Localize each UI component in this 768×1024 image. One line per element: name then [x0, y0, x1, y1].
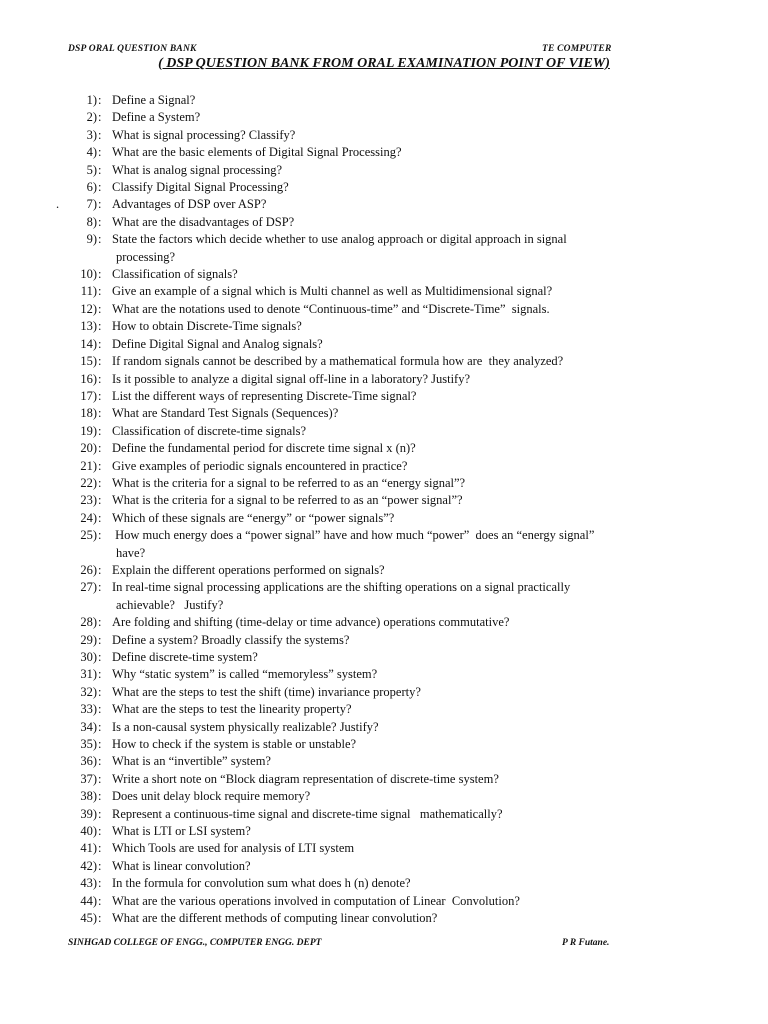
- question-text: In the formula for convolution sum what does h (n) denote?: [112, 876, 411, 891]
- question-separator: :: [98, 719, 102, 734]
- question-text: Give examples of periodic signals encountered in practice?: [112, 458, 408, 473]
- question-text-continued: processing?: [116, 249, 176, 264]
- question-separator: :: [98, 876, 102, 891]
- question-text: State the factors which decide whether to use analog approach or digital approach in signal: [112, 232, 567, 247]
- question-text: What are the various operations involved in computation of Linear Convolution?: [112, 893, 520, 908]
- question-separator: :: [98, 528, 102, 543]
- question-text: How to check if the system is stable or unstable?: [112, 737, 357, 752]
- question-separator: :: [98, 911, 102, 926]
- question-item: [0, 858, 768, 875]
- question-separator: :: [98, 789, 102, 804]
- question-text: Is a non-causal system physically realizable? Justify?: [112, 719, 379, 734]
- header-left: DSP ORAL QUESTION BANK: [68, 44, 197, 54]
- question-number: 35): [80, 737, 97, 752]
- question-text: What are Standard Test Signals (Sequences)?: [112, 406, 339, 421]
- question-item: [0, 823, 768, 840]
- question-item: [0, 440, 768, 457]
- question-number: 36): [80, 754, 97, 769]
- question-text: In real-time signal processing applications are the shifting operations on a signal practically: [112, 580, 571, 595]
- question-number: 1): [86, 93, 97, 107]
- question-separator: :: [98, 406, 102, 421]
- question-item: [0, 318, 768, 335]
- question-separator: :: [98, 754, 102, 769]
- question-item: [0, 719, 768, 736]
- question-number: 15): [80, 354, 97, 369]
- question-separator: :: [98, 615, 102, 630]
- question-number: 34): [80, 719, 97, 734]
- question-number: 20): [80, 441, 97, 456]
- question-separator: :: [98, 841, 102, 856]
- question-number: 23): [80, 493, 97, 508]
- question-separator: :: [98, 580, 102, 595]
- question-separator: :: [98, 197, 102, 212]
- question-separator: :: [98, 180, 102, 195]
- question-number: 7): [86, 197, 97, 212]
- question-text: If random signals cannot be described by a mathematical formula how are they analyzed?: [112, 354, 564, 369]
- question-separator: :: [98, 423, 102, 438]
- question-text: What are the disadvantages of DSP?: [112, 214, 295, 229]
- footer-right: P R Futane.: [562, 938, 610, 948]
- question-number: 30): [80, 650, 97, 664]
- question-item: [0, 753, 768, 770]
- question-text: Is it possible to analyze a digital signal off-line in a laboratory? Justify?: [112, 371, 471, 386]
- question-separator: :: [98, 319, 102, 334]
- question-separator: :: [98, 232, 102, 247]
- question-number: 14): [80, 336, 97, 351]
- question-text: Classify Digital Signal Processing?: [112, 180, 289, 195]
- question-item: [0, 388, 768, 405]
- question-text: What is the criteria for a signal to be referred to as an “energy signal”?: [112, 475, 466, 490]
- question-number: 17): [80, 388, 97, 403]
- question-number: 43): [80, 876, 97, 891]
- question-separator: :: [98, 510, 102, 525]
- question-text-continued: have?: [116, 545, 146, 560]
- question-number: 33): [80, 702, 97, 717]
- question-number: 19): [80, 423, 97, 438]
- question-item: [0, 92, 768, 109]
- question-item: [0, 893, 768, 910]
- question-separator: :: [98, 267, 102, 282]
- question-separator: :: [98, 493, 102, 508]
- question-number: 26): [80, 562, 97, 577]
- question-number: 18): [80, 406, 97, 421]
- question-number: 39): [80, 806, 97, 821]
- question-text: Which of these signals are “energy” or “power signals”?: [112, 510, 395, 525]
- question-number: 44): [80, 893, 97, 908]
- question-number: 21): [80, 458, 97, 473]
- question-item: [0, 283, 768, 300]
- question-text: Define a Signal?: [112, 93, 196, 107]
- question-text: List the different ways of representing Discrete-Time signal?: [112, 388, 417, 403]
- question-number: 2): [86, 110, 97, 125]
- question-item: [0, 196, 768, 213]
- question-separator: :: [98, 684, 102, 699]
- question-text-continued: achievable? Justify?: [116, 597, 224, 612]
- question-text: How to obtain Discrete-Time signals?: [112, 319, 302, 334]
- question-text: What is linear convolution?: [112, 858, 251, 873]
- question-text: What is the criteria for a signal to be referred to as an “power signal”?: [112, 493, 463, 508]
- question-separator: :: [98, 162, 102, 177]
- question-item: [0, 179, 768, 196]
- question-number: 22): [80, 475, 97, 490]
- question-text: Define discrete-time system?: [112, 650, 258, 664]
- question-item: [0, 614, 768, 631]
- question-item: [0, 371, 768, 388]
- question-item: [0, 266, 768, 283]
- question-number: 28): [80, 615, 97, 630]
- question-text: What are the notations used to denote “Continuous-time” and “Discrete-Time” signals.: [112, 301, 550, 316]
- question-separator: :: [98, 110, 102, 125]
- question-text: What is LTI or LSI system?: [112, 824, 251, 839]
- question-text: How much energy does a “power signal” have and how much “power” does an “energy signal”: [112, 528, 595, 543]
- question-item: [0, 353, 768, 370]
- question-item: [0, 806, 768, 823]
- question-separator: :: [98, 858, 102, 873]
- question-item: [0, 771, 768, 788]
- question-separator: :: [98, 824, 102, 839]
- question-item: [0, 632, 768, 649]
- question-item: [0, 510, 768, 527]
- question-number: 32): [80, 684, 97, 699]
- question-text: Classification of discrete-time signals?: [112, 423, 307, 438]
- question-number: 3): [86, 127, 97, 142]
- question-item: [0, 736, 768, 753]
- question-item: [0, 579, 768, 614]
- question-separator: :: [98, 214, 102, 229]
- question-separator: :: [98, 371, 102, 386]
- question-number: 4): [86, 145, 97, 160]
- question-number: 29): [80, 632, 97, 647]
- question-item: [0, 109, 768, 126]
- question-number: 10): [80, 267, 97, 282]
- question-text: Define a System?: [112, 110, 201, 125]
- question-item: [0, 840, 768, 857]
- question-text: Does unit delay block require memory?: [112, 789, 311, 804]
- question-separator: :: [98, 667, 102, 682]
- question-number: 12): [80, 301, 97, 316]
- question-item: [0, 492, 768, 509]
- question-text: Give an example of a signal which is Multi channel as well as Multidimensional signal?: [112, 284, 553, 299]
- question-item: [0, 405, 768, 422]
- question-item: [0, 875, 768, 892]
- question-number: 24): [80, 510, 97, 525]
- question-number: 41): [80, 841, 97, 856]
- question-item: [0, 910, 768, 927]
- question-item: [0, 649, 768, 666]
- question-item: [0, 701, 768, 718]
- question-number: 27): [80, 580, 97, 595]
- question-separator: :: [98, 388, 102, 403]
- question-number: 42): [80, 858, 97, 873]
- question-number: 38): [80, 789, 97, 804]
- question-separator: :: [98, 562, 102, 577]
- question-separator: :: [98, 354, 102, 369]
- question-item: [0, 162, 768, 179]
- question-item: [0, 214, 768, 231]
- question-number: 13): [80, 319, 97, 334]
- question-text: What is an “invertible” system?: [112, 754, 271, 769]
- question-item: [0, 562, 768, 579]
- question-separator: :: [98, 806, 102, 821]
- question-item: [0, 788, 768, 805]
- question-text: Advantages of DSP over ASP?: [112, 197, 267, 212]
- question-number: 8): [86, 214, 97, 229]
- question-text: Which Tools are used for analysis of LTI system: [112, 841, 355, 856]
- question-number: 16): [80, 371, 97, 386]
- question-separator: :: [98, 336, 102, 351]
- question-item: [0, 144, 768, 161]
- header-right: TE COMPUTER: [542, 44, 612, 54]
- question-prefix: .: [56, 197, 60, 212]
- question-separator: :: [98, 475, 102, 490]
- question-number: 40): [80, 824, 97, 839]
- question-text: What are the different methods of computing linear convolution?: [112, 911, 438, 926]
- question-number: 45): [80, 911, 97, 926]
- question-item: [0, 336, 768, 353]
- question-separator: :: [98, 441, 102, 456]
- question-number: 9): [86, 232, 97, 247]
- question-item: [0, 231, 768, 266]
- question-text: Classification of signals?: [112, 267, 238, 282]
- question-text: Define Digital Signal and Analog signals?: [112, 336, 323, 351]
- question-separator: :: [98, 458, 102, 473]
- page-title: ( DSP QUESTION BANK FROM ORAL EXAMINATION POINT OF VIEW): [158, 56, 610, 71]
- question-item: [0, 458, 768, 475]
- question-text: Define the fundamental period for discrete time signal x (n)?: [112, 441, 416, 456]
- question-text: Represent a continuous-time signal and discrete-time signal mathematically?: [112, 806, 503, 821]
- question-text: What is analog signal processing?: [112, 162, 283, 177]
- question-number: 31): [80, 667, 97, 682]
- question-separator: :: [98, 127, 102, 142]
- question-separator: :: [98, 737, 102, 752]
- question-text: Why “static system” is called “memoryless” system?: [112, 667, 378, 682]
- question-text: What are the steps to test the linearity property?: [112, 702, 352, 717]
- question-text: What are the basic elements of Digital Signal Processing?: [112, 145, 402, 160]
- question-item: [0, 127, 768, 144]
- question-number: 11): [80, 284, 97, 299]
- question-number: 37): [80, 771, 97, 786]
- question-number: 5): [86, 162, 97, 177]
- question-separator: :: [98, 145, 102, 160]
- question-item: [0, 684, 768, 701]
- question-number: 25): [80, 528, 97, 543]
- question-separator: :: [98, 702, 102, 717]
- question-separator: :: [98, 284, 102, 299]
- question-separator: :: [98, 301, 102, 316]
- question-text: What are the steps to test the shift (time) invariance property?: [112, 684, 421, 699]
- question-item: [0, 475, 768, 492]
- question-separator: :: [98, 93, 102, 107]
- question-item: [0, 527, 768, 562]
- question-list: [0, 92, 768, 928]
- question-text: Define a system? Broadly classify the systems?: [112, 632, 350, 647]
- question-text: Are folding and shifting (time-delay or time advance) operations commutative?: [112, 615, 510, 630]
- question-item: [0, 423, 768, 440]
- question-text: Explain the different operations performed on signals?: [112, 562, 385, 577]
- question-text: What is signal processing? Classify?: [112, 127, 296, 142]
- question-separator: :: [98, 893, 102, 908]
- question-number: 6): [86, 180, 97, 195]
- question-text: Write a short note on “Block diagram representation of discrete-time system?: [112, 771, 499, 786]
- question-separator: :: [98, 632, 102, 647]
- footer-left: SINHGAD COLLEGE OF ENGG., COMPUTER ENGG. DEPT: [68, 938, 322, 948]
- question-separator: :: [98, 650, 102, 664]
- question-separator: :: [98, 771, 102, 786]
- question-item: [0, 301, 768, 318]
- question-item: [0, 666, 768, 683]
